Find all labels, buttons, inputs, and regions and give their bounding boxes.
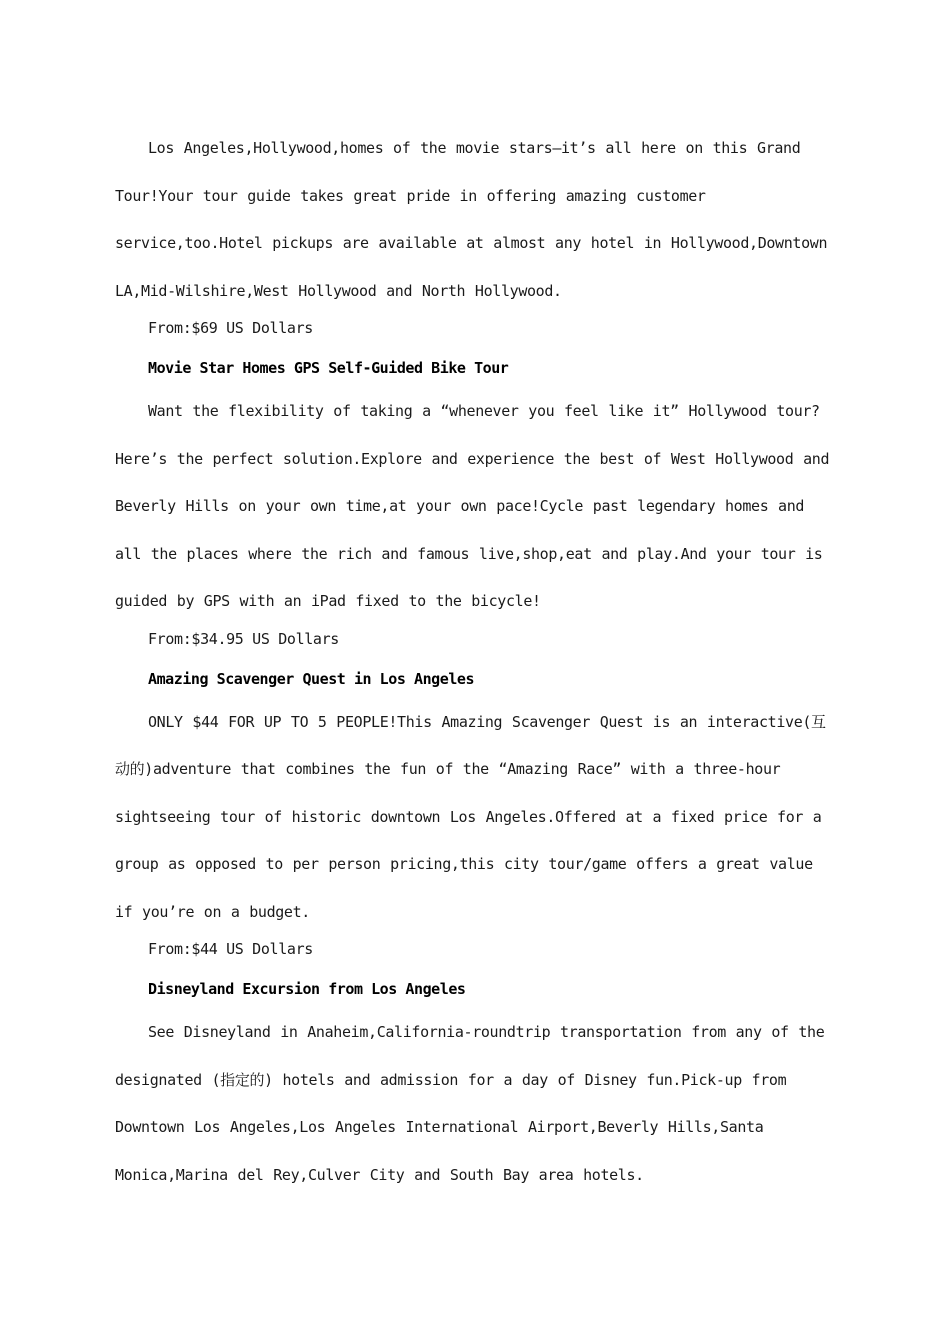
tour-price-scavenger: From:$44 US Dollars [148,940,313,958]
tour-body-disneyland: See Disneyland in Anaheim,California-roundtrip transportation from any of the designated (指定的) hotels and admission for a day of Disney fun.Pick-up from Downtown Los Angeles,Los Angeles International Airport,Beverly Hills,Santa Monica,Marina del Rey,Culver City and South Bay area hotels. [115,1023,825,1184]
tour-title-scavenger: Amazing Scavenger Quest in Los Angeles [148,669,475,688]
intro-paragraph: Los Angeles,Hollywood,homes of the movie stars—it’s all here on this Grand Tour!Your tour guide takes great pride in offering amazing customer service,too.Hotel pickups are available at almost any hotel in Hollywood,Downtown LA,Mid-Wilshire,West Hollywood and North Hollywood. [115,139,828,300]
tour-body-scavenger: ONLY $44 FOR UP TO 5 PEOPLE!This Amazing Scavenger Quest is an interactive(互动的)adventure that combines the fun of the “Amazing Race” with a three-hour sightseeing tour of historic downtown Los Angeles.Offered at a fixed price for a group as opposed to per person pricing,this city tour/game offers a great value if you’re on a budget. [115,712,826,921]
tour-title-disneyland: Disneyland Excursion from Los Angeles [148,980,466,998]
document-page [115,125,835,1199]
tour-price-bike: From:$34.95 US Dollars [148,629,339,648]
tour-body-bike: Want the flexibility of taking a “whenever you feel like it” Hollywood tour? Here’s the perfect solution.Explore and experience the best of West Hollywood and Beverly Hills on your own time,at your own pace!Cycle past legendary homes and all the places where the rich and famous live,shop,eat and play.And your tour is guided by GPS with an iPad fixed to the bicycle! [115,402,830,610]
tour-title-bike: Movie Star Homes GPS Self-Guided Bike Tour [148,359,509,377]
intro-price: From:$69 US Dollars [148,319,313,337]
